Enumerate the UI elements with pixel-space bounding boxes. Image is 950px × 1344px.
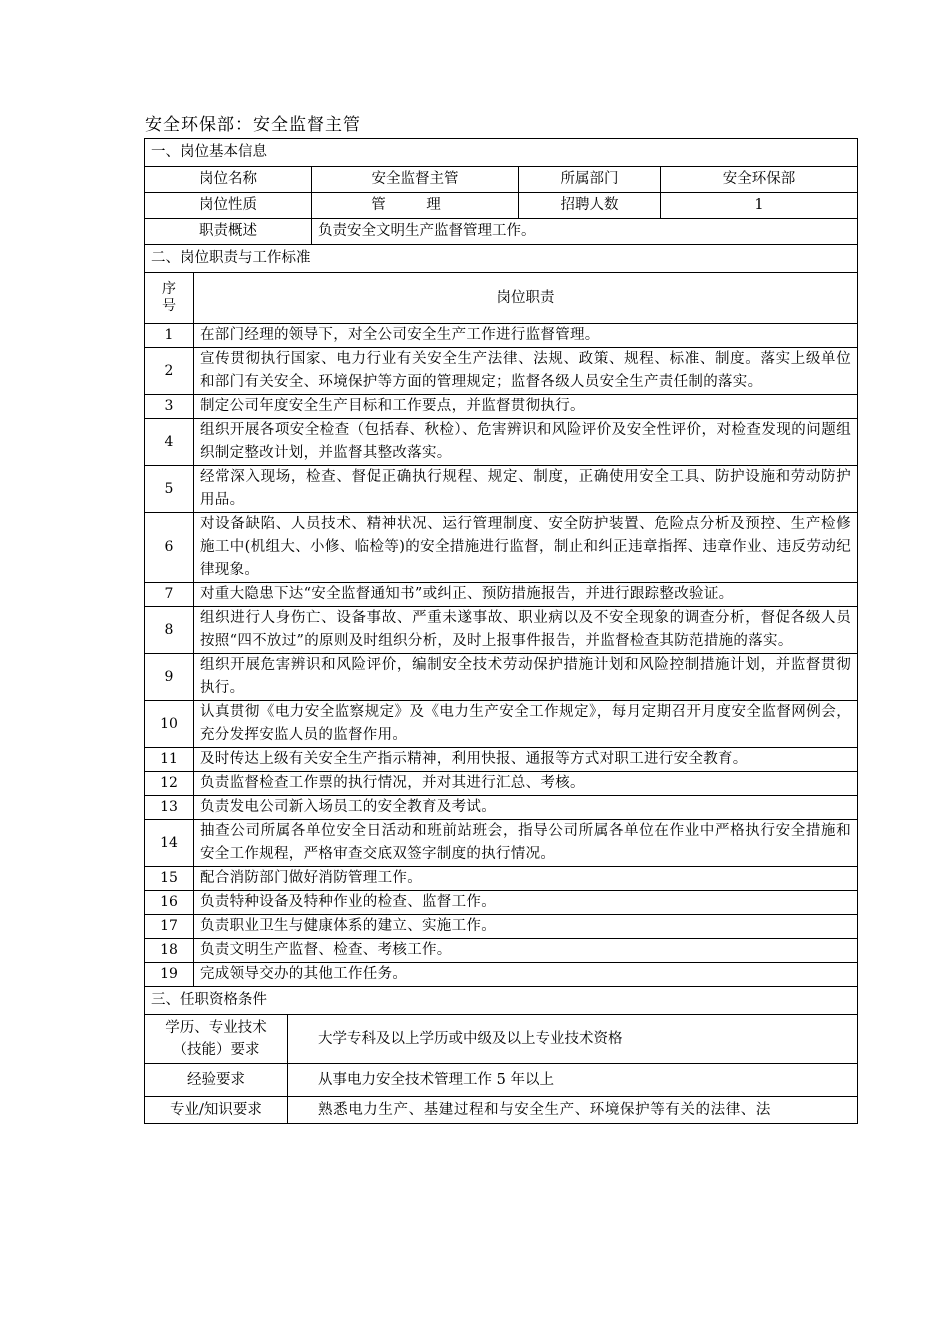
table-row [145,348,858,395]
duty-text: 负责监督检查工作票的执行情况，并对其进行汇总、考核。 [194,772,858,796]
section1-heading-row [145,139,858,167]
table-row [145,915,858,939]
table-row [145,891,858,915]
table-row [145,466,858,513]
table-row [145,939,858,963]
duty-text: 负责发电公司新入场员工的安全教育及考试。 [194,796,858,820]
education-row [145,1015,858,1064]
duty-number: 3 [145,395,194,419]
duty-text: 组织开展危害辨识和风险评价，编制安全技术劳动保护措施计划和风险控制措施计划，并监督贯彻执行。 [194,654,858,701]
knowledge-value: 熟悉电力生产、基建过程和与安全生产、环境保护等有关的法律、法 [288,1097,858,1124]
duty-number: 5 [145,466,194,513]
table-row [145,654,858,701]
col-duty-header: 岗位职责 [194,273,858,324]
table-row [145,583,858,607]
duty-number: 17 [145,915,194,939]
table-row [145,513,858,583]
table-body [145,139,858,1124]
table-row [145,419,858,466]
section2-heading-row [145,245,858,273]
duty-number: 9 [145,654,194,701]
section1-heading: 一、岗位基本信息 [145,139,858,167]
duty-header-row [145,273,858,324]
duty-text: 完成领导交办的其他工作任务。 [194,963,858,987]
table-row [145,607,858,654]
knowledge-label: 专业/知识要求 [145,1097,288,1124]
section2-heading: 二、岗位职责与工作标准 [145,245,858,273]
duty-text: 负责职业卫生与健康体系的建立、实施工作。 [194,915,858,939]
education-label: 学历、专业技术（技能）要求 [145,1015,288,1064]
summary-row [145,219,858,245]
summary-label: 职责概述 [145,219,312,245]
knowledge-row [145,1097,858,1124]
experience-label: 经验要求 [145,1064,288,1097]
duty-text: 宣传贯彻执行国家、电力行业有关安全生产法律、法规、政策、规程、标准、制度。落实上级单位和部门有关安全、环境保护等方面的管理规定；监督各级人员安全生产责任制的落实。 [194,348,858,395]
duty-number: 8 [145,607,194,654]
education-value: 大学专科及以上学历或中级及以上专业技术资格 [288,1015,858,1064]
duty-text: 配合消防部门做好消防管理工作。 [194,867,858,891]
duty-number: 4 [145,419,194,466]
table-row [145,796,858,820]
duty-number: 6 [145,513,194,583]
job-description-table [144,138,858,1124]
duty-number: 11 [145,748,194,772]
duty-number: 7 [145,583,194,607]
duty-text: 认真贯彻《电力安全监察规定》及《电力生产安全工作规定》，每月定期召开月度安全监督网例会，充分发挥安监人员的监督作用。 [194,701,858,748]
position-type-row [145,193,858,219]
duty-number: 19 [145,963,194,987]
duty-text: 在部门经理的领导下，对全公司安全生产工作进行监督管理。 [194,324,858,348]
table-row [145,395,858,419]
table-row [145,748,858,772]
section3-heading-row [145,987,858,1015]
summary-value: 负责安全文明生产监督管理工作。 [312,219,858,245]
duty-text: 组织开展各项安全检查（包括春、秋检）、危害辨识和风险评价及安全性评价，对检查发现的问题组织制定整改计划，并监督其整改落实。 [194,419,858,466]
duty-number: 18 [145,939,194,963]
section3-heading: 三、任职资格条件 [145,987,858,1015]
department-label: 所属部门 [519,167,661,193]
duty-number: 14 [145,820,194,867]
position-type-value: 管 理 [312,193,519,219]
position-name-label: 岗位名称 [145,167,312,193]
duty-text: 对重大隐患下达“安全监督通知书”或纠正、预防措施报告，并进行跟踪整改验证。 [194,583,858,607]
position-name-row [145,167,858,193]
headcount-value: 1 [661,193,858,219]
department-value: 安全环保部 [661,167,858,193]
duty-number: 15 [145,867,194,891]
position-type-label: 岗位性质 [145,193,312,219]
duty-text: 制定公司年度安全生产目标和工作要点，并监督贯彻执行。 [194,395,858,419]
table-row [145,324,858,348]
page-title: 安全环保部：安全监督主管 [145,115,361,135]
duty-number: 13 [145,796,194,820]
duty-number: 10 [145,701,194,748]
duty-text: 及时传达上级有关安全生产指示精神，利用快报、通报等方式对职工进行安全教育。 [194,748,858,772]
duty-text: 组织进行人身伤亡、设备事故、严重未遂事故、职业病以及不安全现象的调查分析，督促各级人员按照“四不放过”的原则及时组织分析，及时上报事件报告，并监督检查其防范措施的落实。 [194,607,858,654]
duty-text: 对设备缺陷、人员技术、精神状况、运行管理制度、安全防护装置、危险点分析及预控、生产检修施工中(机组大、小修、临检等)的安全措施进行监督，制止和纠正违章指挥、违章作业、违反劳动纪律现象。 [194,513,858,583]
table-row [145,867,858,891]
experience-row [145,1064,858,1097]
duty-number: 12 [145,772,194,796]
duty-text: 经常深入现场，检查、督促正确执行规程、规定、制度，正确使用安全工具、防护设施和劳动防护用品。 [194,466,858,513]
table-row [145,820,858,867]
table-row [145,701,858,748]
experience-value: 从事电力安全技术管理工作 5 年以上 [288,1064,858,1097]
duty-number: 16 [145,891,194,915]
duty-text: 抽查公司所属各单位安全日活动和班前站班会，指导公司所属各单位在作业中严格执行安全措施和安全工作规程，严格审查交底双签字制度的执行情况。 [194,820,858,867]
col-no-header: 序号 [145,273,194,324]
duty-number: 2 [145,348,194,395]
duty-text: 负责特种设备及特种作业的检查、监督工作。 [194,891,858,915]
duty-text: 负责文明生产监督、检查、考核工作。 [194,939,858,963]
table-row [145,963,858,987]
table-row [145,772,858,796]
duty-number: 1 [145,324,194,348]
headcount-label: 招聘人数 [519,193,661,219]
position-name-value: 安全监督主管 [312,167,519,193]
